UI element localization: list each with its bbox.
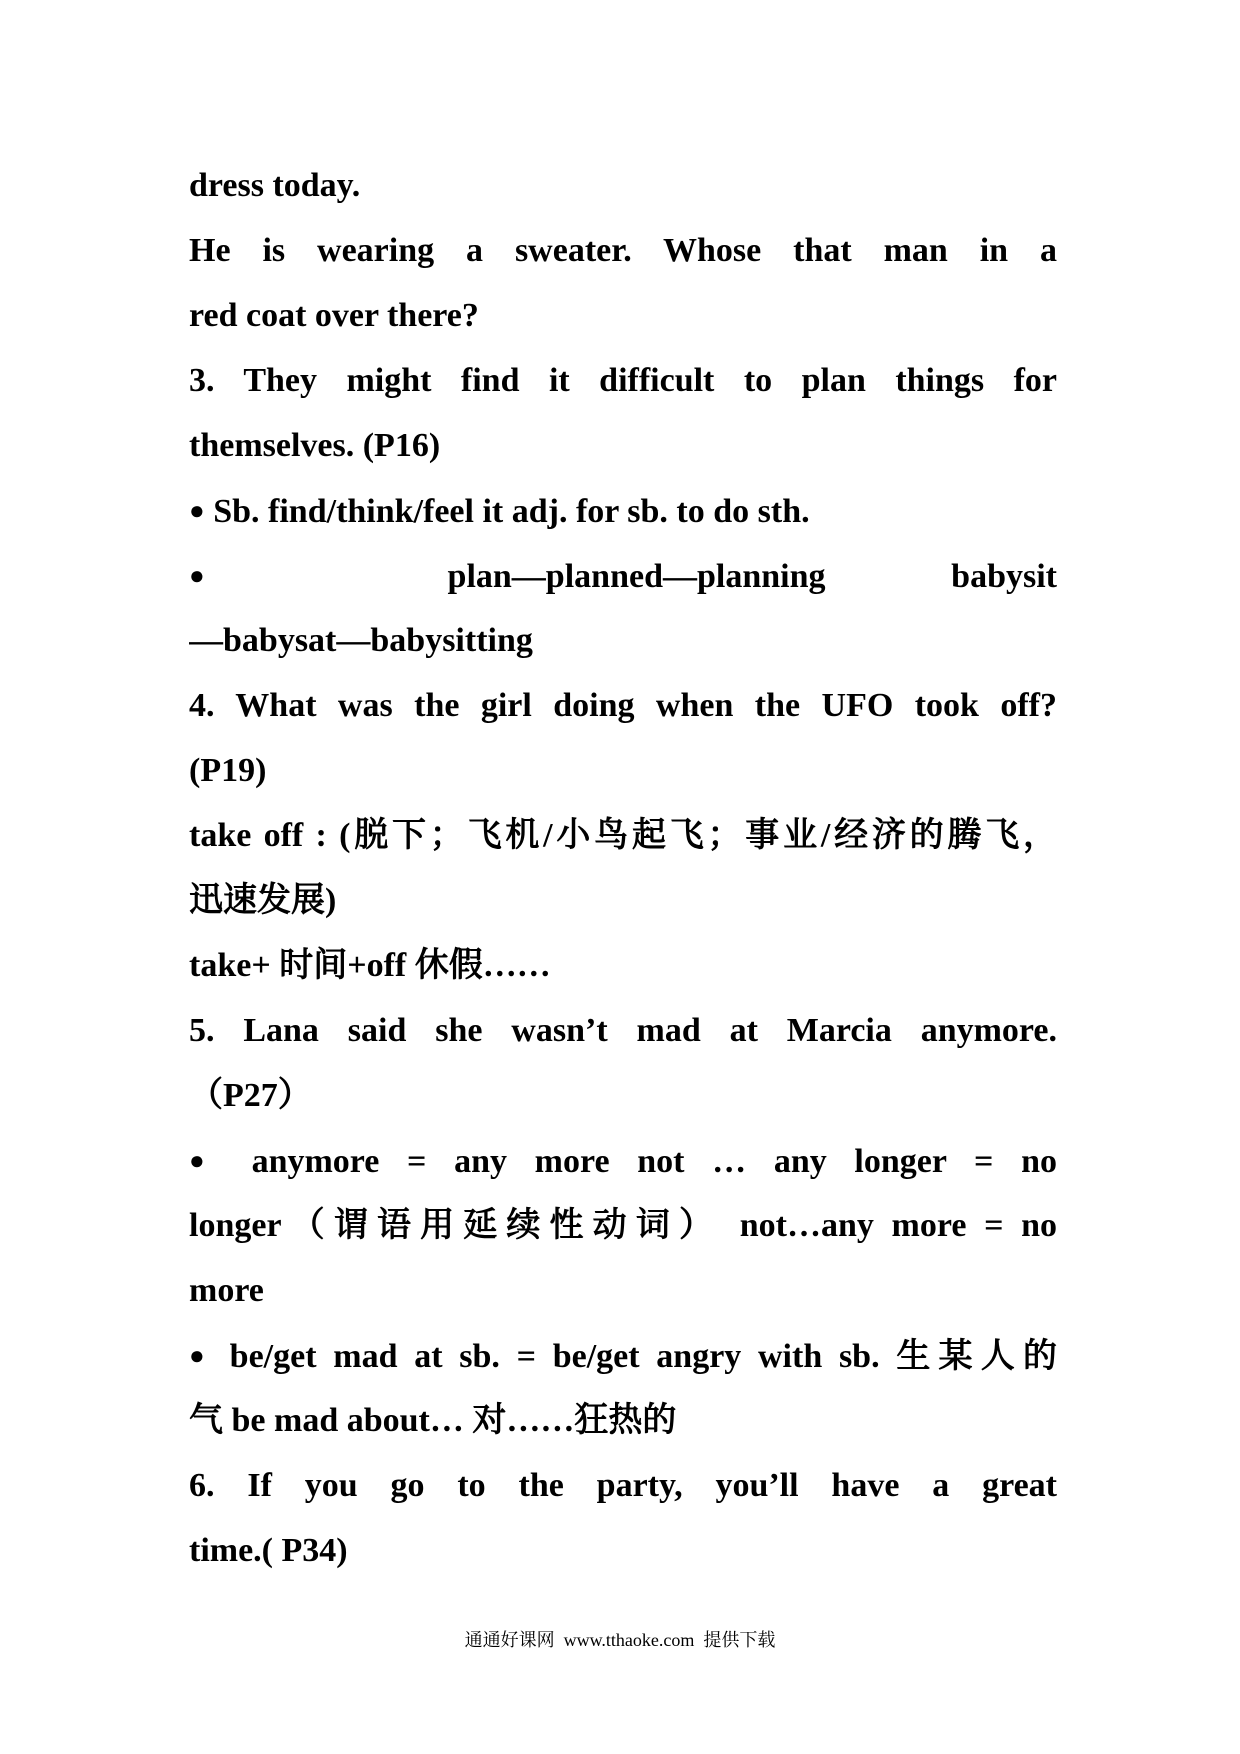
document-body bbox=[189, 159, 1057, 1589]
text-line: longer（谓语用延续性动词） not…any more = no bbox=[189, 1207, 1057, 1244]
text-line: 5. Lana said she wasn’t mad at Marcia anymore. bbox=[189, 1012, 1057, 1049]
text-line: （P27） bbox=[189, 1077, 312, 1114]
bullet-line: ● Sb. find/think/feel it adj. for sb. to do sth. bbox=[189, 493, 810, 530]
text-line: 气 be mad about… 对……狂热的 bbox=[189, 1402, 677, 1439]
text-line: more bbox=[189, 1272, 264, 1309]
text-line: 6. If you go to the party, you’ll have a great bbox=[189, 1467, 1057, 1504]
page-footer: 通通好课网 www.tthaoke.com 提供下载 bbox=[464, 1630, 776, 1650]
text-line: themselves. (P16) bbox=[189, 427, 441, 464]
bullet-icon: ● bbox=[189, 496, 205, 525]
text-line: 迅速发展) bbox=[189, 882, 337, 919]
text-line: 3. They might find it difficult to plan things for bbox=[189, 362, 1057, 399]
text-line: (P19) bbox=[189, 752, 267, 789]
text-line: take off : (脱下；飞机/小鸟起飞；事业/经济的腾飞， bbox=[189, 817, 1057, 854]
bullet-line: ● anymore = any more not … any longer = no bbox=[189, 1143, 1057, 1180]
text-line: red coat over there? bbox=[189, 297, 479, 334]
text-line: time.( P34) bbox=[189, 1532, 348, 1569]
text-line: —babysat—babysitting bbox=[189, 622, 533, 659]
text-line: take+ 时间+off 休假…… bbox=[189, 947, 551, 984]
bullet-icon: ● bbox=[189, 561, 322, 590]
text-line: dress today. bbox=[189, 167, 361, 204]
bullet-line: ● plan—planned—planning babysit bbox=[189, 558, 1057, 595]
bullet-line: ● be/get mad at sb. = be/get angry with sb. 生某人的 bbox=[189, 1338, 1057, 1375]
text-line: He is wearing a sweater. Whose that man in a bbox=[189, 232, 1057, 269]
bullet-icon: ● bbox=[189, 1341, 213, 1370]
text-line: 4. What was the girl doing when the UFO took off? bbox=[189, 687, 1057, 724]
bullet-icon: ● bbox=[189, 1146, 224, 1175]
